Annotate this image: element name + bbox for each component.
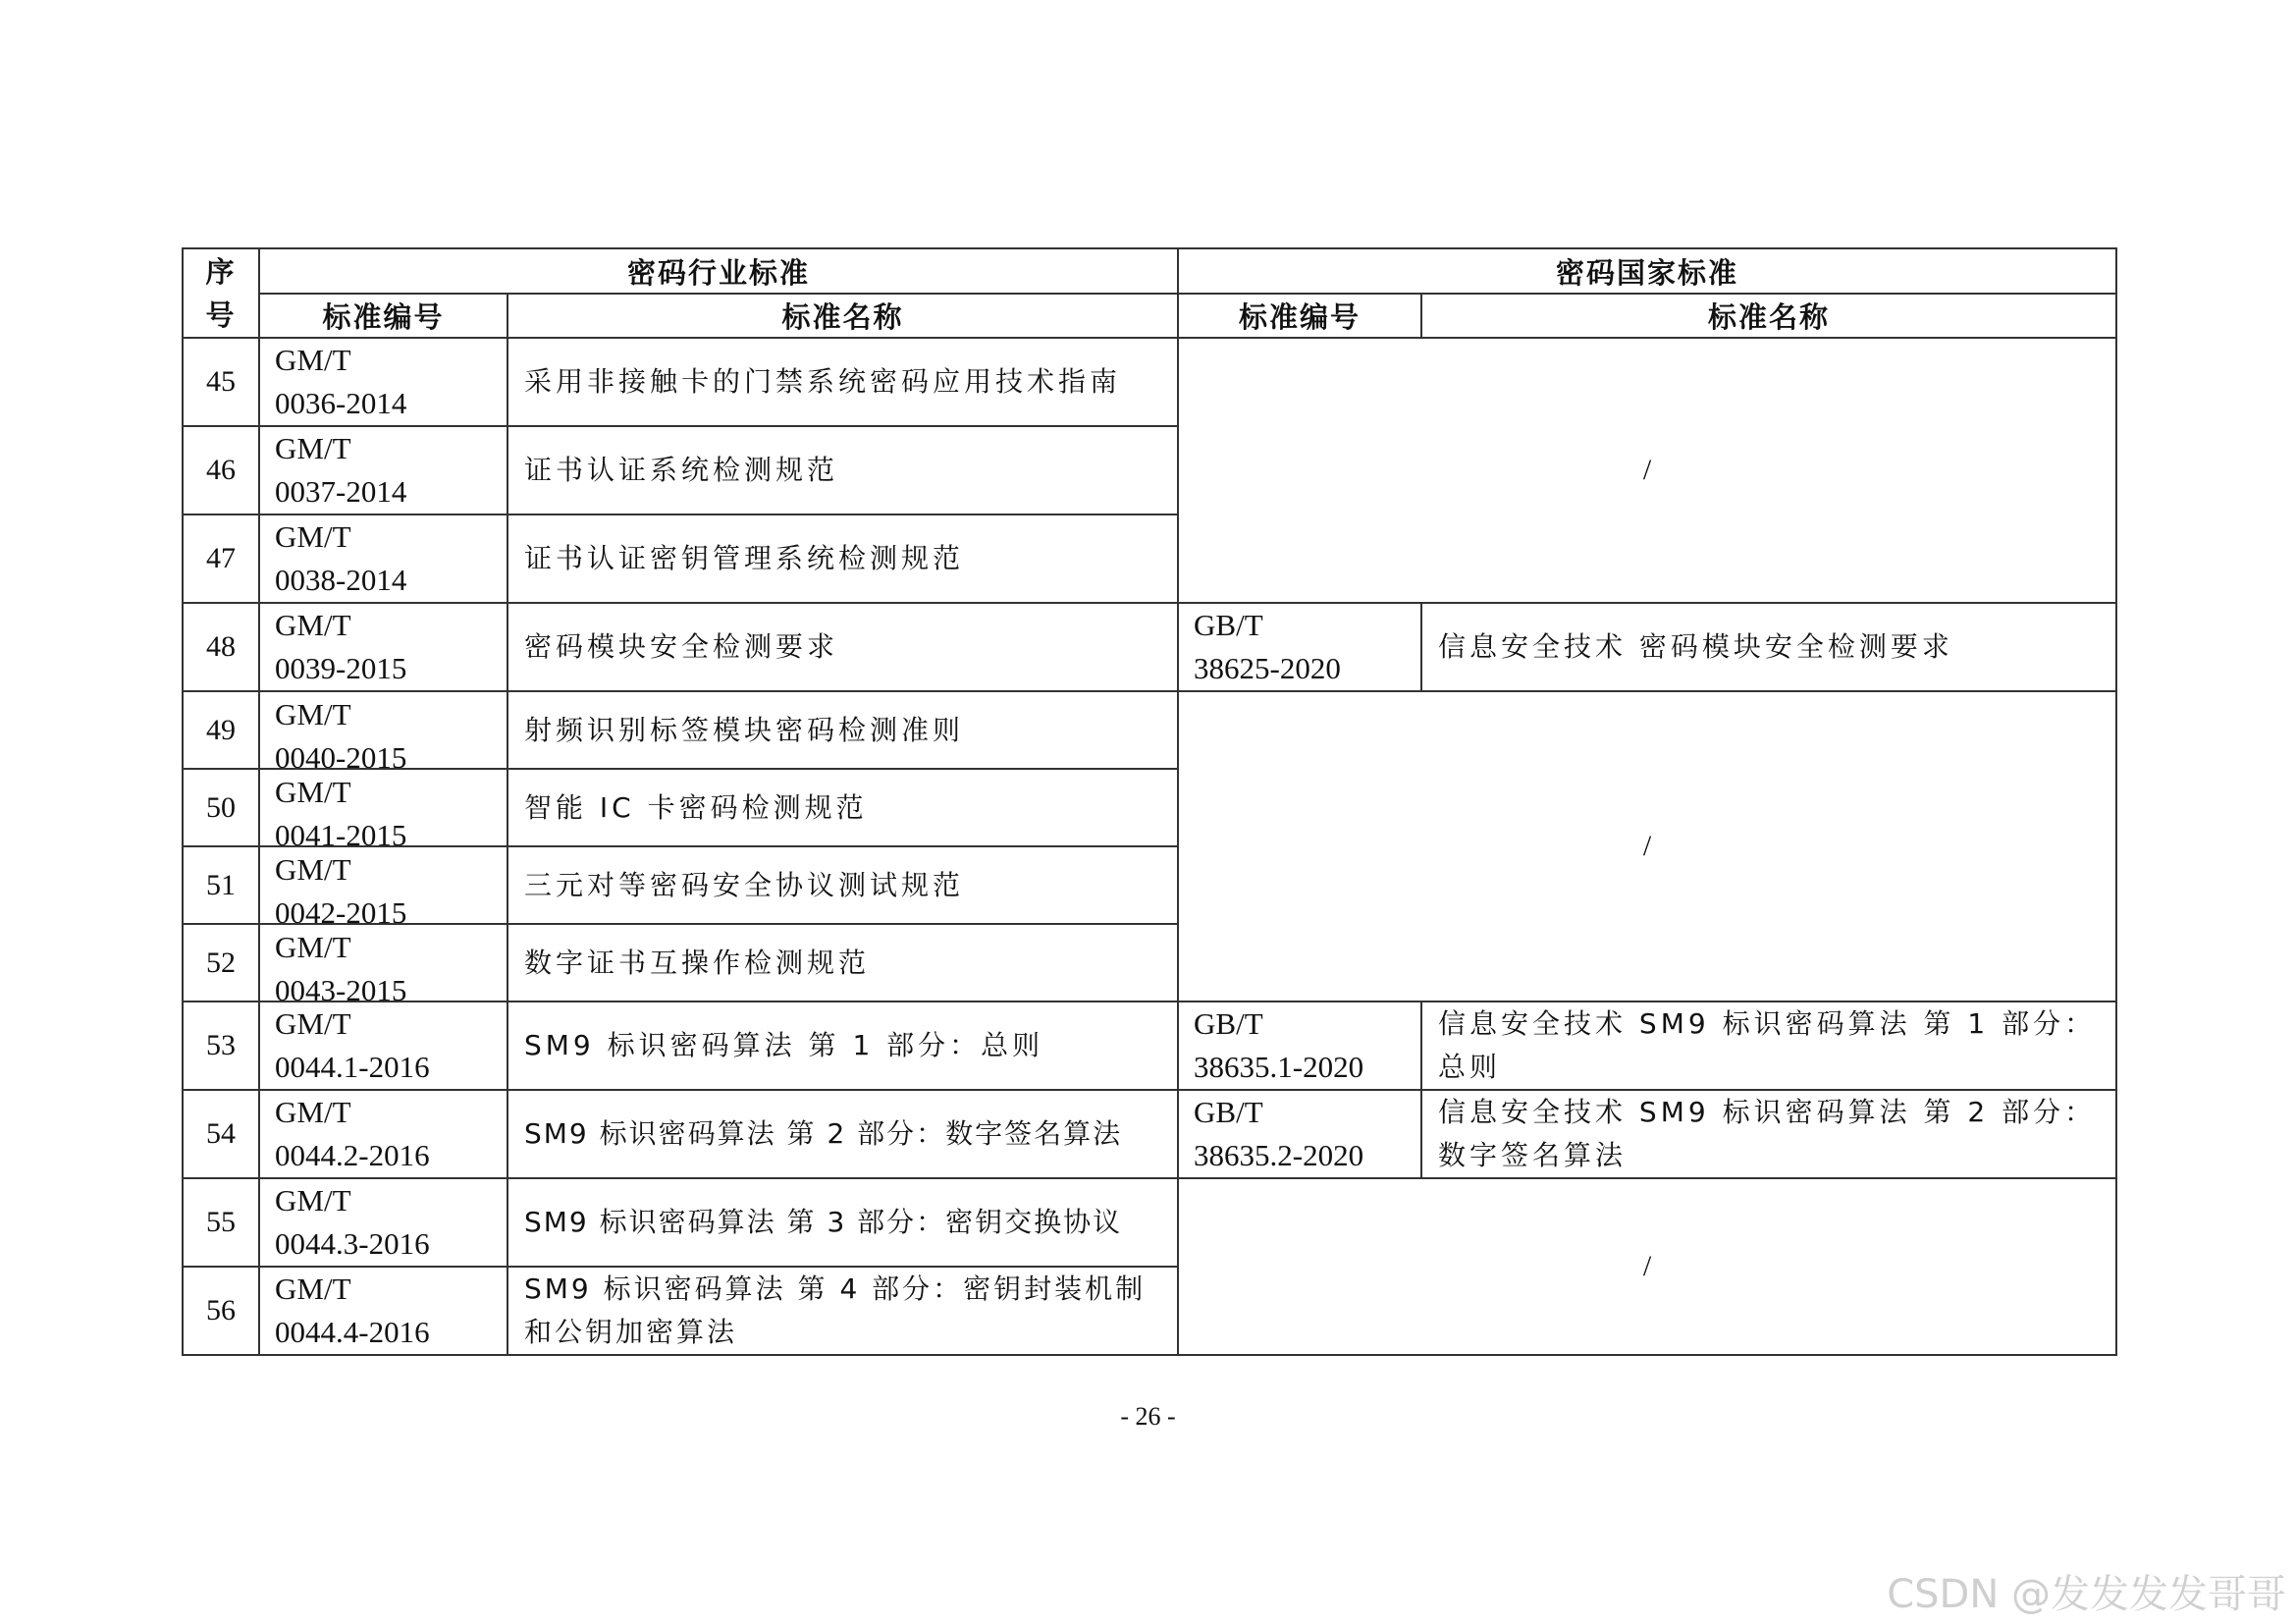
gm-code: GM/T 0037-2014: [259, 426, 507, 514]
gm-name: 射频识别标签模块密码检测准则: [507, 691, 1178, 769]
gm-code: GM/T 0039-2015: [259, 603, 507, 691]
gm-name: SM9 标识密码算法 第 3 部分：密钥交换协议: [507, 1178, 1178, 1267]
row-seq: 53: [183, 1001, 259, 1090]
row-seq: 51: [183, 846, 259, 924]
national-code-header: 标准编号: [1178, 294, 1421, 338]
gm-name: SM9 标识密码算法 第 1 部分：总则: [507, 1001, 1178, 1090]
page-number: - 26 -: [1120, 1402, 1176, 1431]
row-seq: 50: [183, 769, 259, 846]
gm-code: GM/T 0042-2015: [259, 846, 507, 924]
industry-name-header: 标准名称: [507, 294, 1178, 338]
gm-name: 证书认证密钥管理系统检测规范: [507, 514, 1178, 603]
gm-name: 三元对等密码安全协议测试规范: [507, 846, 1178, 924]
gb-code: GB/T 38635.2-2020: [1178, 1090, 1421, 1178]
gm-code: GM/T 0044.4-2016: [259, 1267, 507, 1355]
gm-code: GM/T 0036-2014: [259, 338, 507, 426]
gm-name: SM9 标识密码算法 第 4 部分：密钥封装机制和公钥加密算法: [507, 1267, 1178, 1355]
seq-header: 序 号: [183, 248, 259, 338]
table-row: [183, 338, 2116, 426]
gm-name: 智能 IC 卡密码检测规范: [507, 769, 1178, 846]
table-row: [183, 603, 2116, 691]
gm-code: GM/T 0044.1-2016: [259, 1001, 507, 1090]
gm-code: GM/T 0038-2014: [259, 514, 507, 603]
gm-name: 密码模块安全检测要求: [507, 603, 1178, 691]
national-standard-header: 密码国家标准: [1178, 248, 2116, 294]
industry-standard-header: 密码行业标准: [259, 248, 1178, 294]
gm-code: GM/T 0044.2-2016: [259, 1090, 507, 1178]
gm-name: 采用非接触卡的门禁系统密码应用技术指南: [507, 338, 1178, 426]
row-seq: 45: [183, 338, 259, 426]
standards-table: [182, 247, 2117, 1356]
gm-code: GM/T 0040-2015: [259, 691, 507, 769]
gb-code: GB/T 38635.1-2020: [1178, 1001, 1421, 1090]
row-seq: 48: [183, 603, 259, 691]
no-national-standard: /: [1178, 1178, 2116, 1355]
row-seq: 52: [183, 924, 259, 1001]
row-seq: 56: [183, 1267, 259, 1355]
watermark: CSDN @发发发发哥哥: [1887, 1572, 2286, 1617]
gb-name: 信息安全技术 SM9 标识密码算法 第 1 部分：总则: [1421, 1001, 2116, 1090]
row-seq: 46: [183, 426, 259, 514]
row-seq: 49: [183, 691, 259, 769]
table-row: [183, 1090, 2116, 1178]
no-national-standard: /: [1178, 691, 2116, 1001]
row-seq: 47: [183, 514, 259, 603]
row-seq: 54: [183, 1090, 259, 1178]
national-name-header: 标准名称: [1421, 294, 2116, 338]
gm-code: GM/T 0041-2015: [259, 769, 507, 846]
industry-code-header: 标准编号: [259, 294, 507, 338]
no-national-standard: /: [1178, 338, 2116, 603]
gm-name: 证书认证系统检测规范: [507, 426, 1178, 514]
gb-code: GB/T 38625-2020: [1178, 603, 1421, 691]
table-row: [183, 1001, 2116, 1090]
gb-name: 信息安全技术 SM9 标识密码算法 第 2 部分：数字签名算法: [1421, 1090, 2116, 1178]
gm-name: SM9 标识密码算法 第 2 部分：数字签名算法: [507, 1090, 1178, 1178]
row-seq: 55: [183, 1178, 259, 1267]
gm-name: 数字证书互操作检测规范: [507, 924, 1178, 1001]
gm-code: GM/T 0043-2015: [259, 924, 507, 1001]
table-row: [183, 1178, 2116, 1267]
gm-code: GM/T 0044.3-2016: [259, 1178, 507, 1267]
gb-name: 信息安全技术 密码模块安全检测要求: [1421, 603, 2116, 691]
table-row: [183, 691, 2116, 769]
